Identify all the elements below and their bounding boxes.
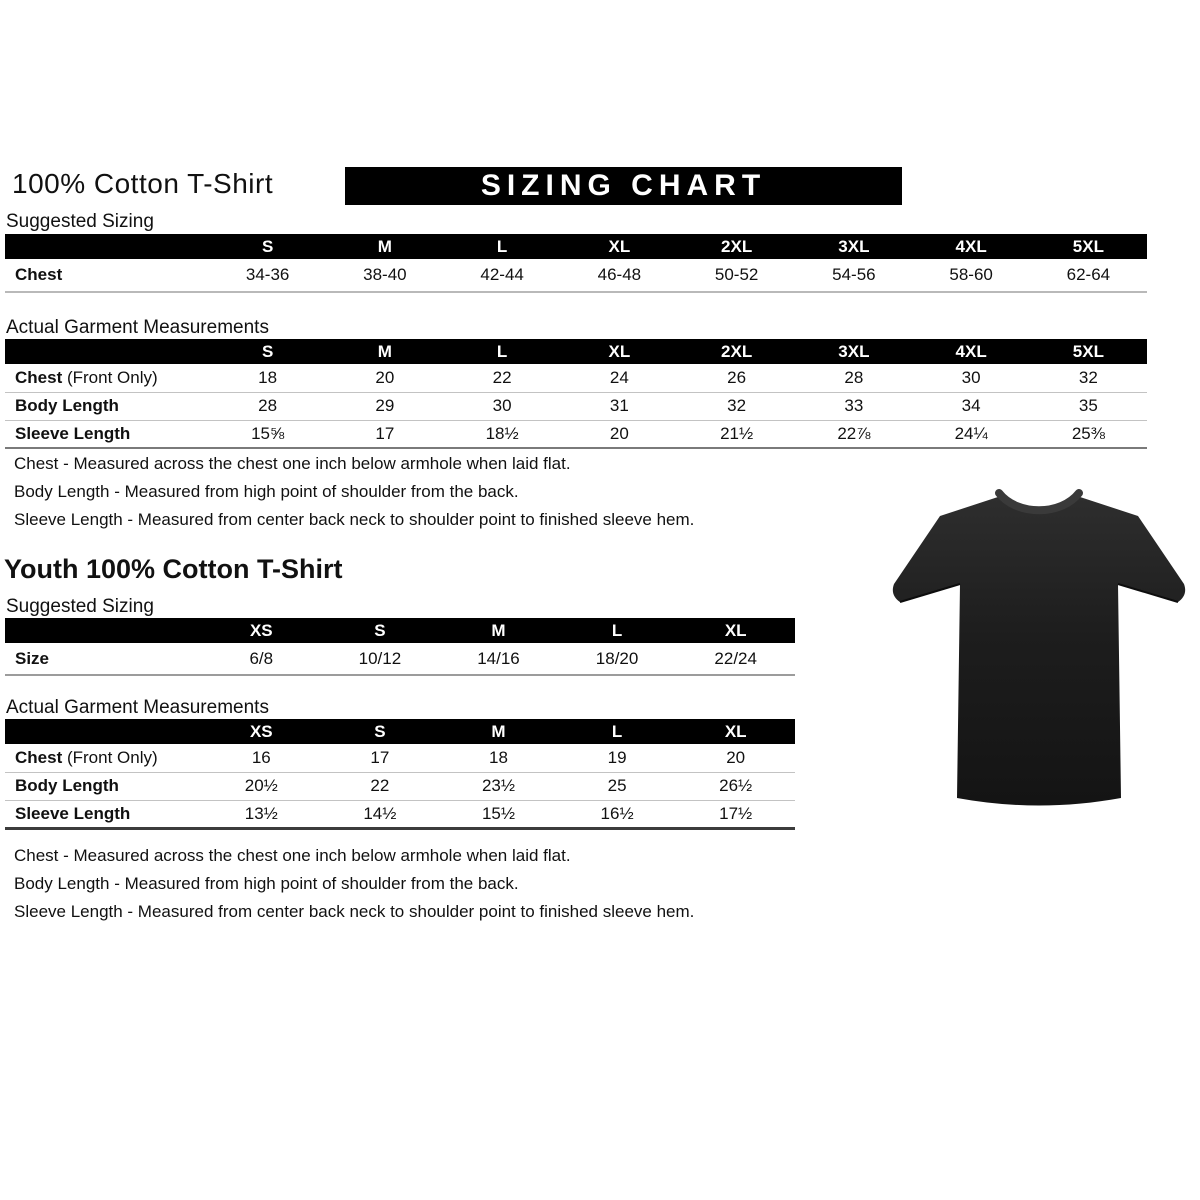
size-cell: 42-44 bbox=[444, 259, 561, 292]
note-body-length: Body Length - Measured from high point of shoulder from the back. bbox=[14, 874, 519, 893]
col-header: XS bbox=[202, 618, 321, 643]
tshirt-body bbox=[893, 496, 1185, 806]
size-cell: 25 bbox=[558, 772, 677, 800]
col-header: S bbox=[209, 234, 326, 259]
size-cell: 16½ bbox=[558, 800, 677, 828]
row-label: Size bbox=[5, 643, 202, 675]
note-sleeve-length: Sleeve Length - Measured from center back neck to shoulder point to finished sleeve hem. bbox=[14, 510, 695, 529]
row-label: Chest bbox=[5, 259, 209, 292]
col-header: 3XL bbox=[795, 339, 912, 364]
size-cell: 22 bbox=[321, 772, 440, 800]
col-header: 5XL bbox=[1030, 234, 1147, 259]
col-header: M bbox=[439, 618, 558, 643]
col-header: M bbox=[439, 719, 558, 744]
col-header: 4XL bbox=[913, 339, 1030, 364]
col-header: XS bbox=[202, 719, 321, 744]
col-header: M bbox=[326, 339, 443, 364]
size-cell: 14/16 bbox=[439, 643, 558, 675]
size-cell: 18 bbox=[209, 364, 326, 392]
size-cell: 62-64 bbox=[1030, 259, 1147, 292]
size-cell: 17 bbox=[321, 744, 440, 772]
size-cell: 30 bbox=[444, 392, 561, 420]
size-cell: 20 bbox=[676, 744, 795, 772]
header-spacer bbox=[5, 234, 209, 259]
col-header: XL bbox=[676, 719, 795, 744]
header-spacer bbox=[5, 339, 209, 364]
col-header: XL bbox=[561, 234, 678, 259]
youth-garment-label: Actual Garment Measurements bbox=[6, 697, 269, 718]
size-cell: 35 bbox=[1030, 392, 1147, 420]
table-row bbox=[5, 772, 795, 800]
col-header: L bbox=[558, 719, 677, 744]
size-cell: 50-52 bbox=[678, 259, 795, 292]
table-row bbox=[5, 420, 1147, 448]
col-header: XL bbox=[676, 618, 795, 643]
adult-garment-label: Actual Garment Measurements bbox=[6, 317, 269, 338]
col-header: 2XL bbox=[678, 339, 795, 364]
note-sleeve-length: Sleeve Length - Measured from center back neck to shoulder point to finished sleeve hem. bbox=[14, 902, 695, 921]
size-cell: 26½ bbox=[676, 772, 795, 800]
size-cell: 20½ bbox=[202, 772, 321, 800]
size-cell: 32 bbox=[678, 392, 795, 420]
tshirt-collar bbox=[999, 493, 1079, 510]
size-cell: 24¼ bbox=[913, 420, 1030, 448]
tshirt-image bbox=[888, 466, 1190, 826]
size-cell: 6/8 bbox=[202, 643, 321, 675]
page-title: 100% Cotton T-Shirt bbox=[12, 168, 274, 199]
size-cell: 20 bbox=[326, 364, 443, 392]
col-header: S bbox=[321, 719, 440, 744]
size-cell: 17 bbox=[326, 420, 443, 448]
table-header-row bbox=[5, 618, 795, 643]
size-cell: 10/12 bbox=[321, 643, 440, 675]
size-cell: 29 bbox=[326, 392, 443, 420]
size-cell: 15½ bbox=[439, 800, 558, 828]
size-cell: 23½ bbox=[439, 772, 558, 800]
col-header: 4XL bbox=[913, 234, 1030, 259]
size-cell: 26 bbox=[678, 364, 795, 392]
note-chest: Chest - Measured across the chest one inch below armhole when laid flat. bbox=[14, 846, 571, 865]
table-header-row bbox=[5, 234, 1147, 259]
table-row bbox=[5, 744, 795, 772]
sizing-chart-banner: SIZING CHART bbox=[345, 167, 902, 205]
table-header-row bbox=[5, 339, 1147, 364]
size-cell: 14½ bbox=[321, 800, 440, 828]
note-body-length: Body Length - Measured from high point of shoulder from the back. bbox=[14, 482, 519, 501]
col-header: S bbox=[209, 339, 326, 364]
row-label: Sleeve Length bbox=[5, 800, 202, 828]
size-cell: 18½ bbox=[444, 420, 561, 448]
size-cell: 33 bbox=[795, 392, 912, 420]
row-label: Body Length bbox=[5, 392, 209, 420]
header-spacer bbox=[5, 618, 202, 643]
youth-suggested-table bbox=[5, 618, 795, 676]
size-cell: 22 bbox=[444, 364, 561, 392]
size-cell: 13½ bbox=[202, 800, 321, 828]
col-header: L bbox=[444, 339, 561, 364]
size-cell: 21½ bbox=[678, 420, 795, 448]
adult-garment-table bbox=[5, 339, 1147, 449]
youth-measurement-notes bbox=[14, 846, 874, 930]
adult-suggested-label: Suggested Sizing bbox=[6, 211, 154, 232]
size-cell: 28 bbox=[795, 364, 912, 392]
col-header: L bbox=[444, 234, 561, 259]
col-header: S bbox=[321, 618, 440, 643]
size-cell: 22⅞ bbox=[795, 420, 912, 448]
size-cell: 30 bbox=[913, 364, 1030, 392]
row-label: Chest (Front Only) bbox=[5, 364, 209, 392]
col-header: M bbox=[326, 234, 443, 259]
size-cell: 25⅜ bbox=[1030, 420, 1147, 448]
size-cell: 18/20 bbox=[558, 643, 677, 675]
size-cell: 31 bbox=[561, 392, 678, 420]
size-cell: 32 bbox=[1030, 364, 1147, 392]
adult-measurement-notes bbox=[14, 454, 874, 538]
size-cell: 18 bbox=[439, 744, 558, 772]
col-header: 2XL bbox=[678, 234, 795, 259]
size-cell: 34-36 bbox=[209, 259, 326, 292]
col-header: 3XL bbox=[795, 234, 912, 259]
size-cell: 16 bbox=[202, 744, 321, 772]
row-label: Body Length bbox=[5, 772, 202, 800]
size-cell: 58-60 bbox=[913, 259, 1030, 292]
col-header: L bbox=[558, 618, 677, 643]
row-label: Chest (Front Only) bbox=[5, 744, 202, 772]
size-cell: 24 bbox=[561, 364, 678, 392]
col-header: XL bbox=[561, 339, 678, 364]
table-row bbox=[5, 364, 1147, 392]
row-label: Sleeve Length bbox=[5, 420, 209, 448]
table-header-row bbox=[5, 719, 795, 744]
table-row bbox=[5, 800, 795, 828]
size-cell: 34 bbox=[913, 392, 1030, 420]
size-cell: 54-56 bbox=[795, 259, 912, 292]
table-row bbox=[5, 643, 795, 675]
youth-garment-table bbox=[5, 719, 795, 830]
size-cell: 19 bbox=[558, 744, 677, 772]
size-cell: 15⅝ bbox=[209, 420, 326, 448]
size-cell: 22/24 bbox=[676, 643, 795, 675]
table-row bbox=[5, 259, 1147, 292]
adult-suggested-table bbox=[5, 234, 1147, 293]
youth-suggested-label: Suggested Sizing bbox=[6, 596, 154, 617]
size-cell: 17½ bbox=[676, 800, 795, 828]
youth-title: Youth 100% Cotton T-Shirt bbox=[4, 554, 343, 584]
header-spacer bbox=[5, 719, 202, 744]
note-chest: Chest - Measured across the chest one inch below armhole when laid flat. bbox=[14, 454, 571, 473]
size-cell: 20 bbox=[561, 420, 678, 448]
col-header: 5XL bbox=[1030, 339, 1147, 364]
table-row bbox=[5, 392, 1147, 420]
size-cell: 46-48 bbox=[561, 259, 678, 292]
size-cell: 28 bbox=[209, 392, 326, 420]
size-cell: 38-40 bbox=[326, 259, 443, 292]
